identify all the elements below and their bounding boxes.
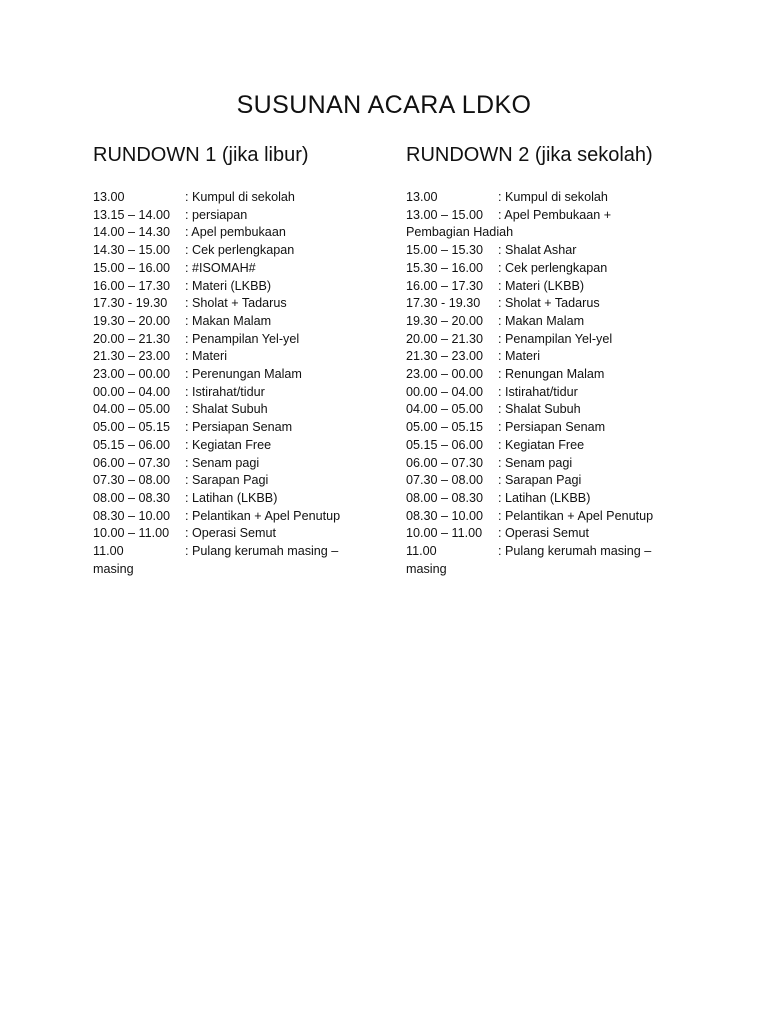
schedule-activity: : Shalat Subuh bbox=[498, 402, 581, 417]
schedule-activity: : Operasi Semut bbox=[185, 526, 276, 541]
schedule-row bbox=[93, 401, 383, 419]
schedule-row bbox=[406, 455, 696, 473]
schedule-activity: : Latihan (LKBB) bbox=[185, 490, 278, 505]
schedule-time: 23.00 – 00.00 bbox=[406, 367, 484, 382]
schedule-activity: : Renungan Malam bbox=[498, 367, 605, 382]
page-title: SUSUNAN ACARA LDKO bbox=[236, 91, 532, 119]
schedule-row bbox=[406, 348, 696, 366]
schedule-time: 06.00 – 07.30 bbox=[93, 455, 171, 470]
rundown-2-list bbox=[406, 189, 696, 578]
schedule-time: 07.30 – 08.00 bbox=[406, 473, 484, 488]
schedule-time: 20.00 – 21.30 bbox=[93, 331, 171, 346]
schedule-row bbox=[406, 366, 696, 384]
schedule-time: 19.30 – 20.00 bbox=[93, 313, 171, 328]
schedule-row bbox=[406, 189, 696, 207]
schedule-activity: : Apel Pembukaan + bbox=[498, 207, 612, 222]
schedule-activity: : #ISOMAH# bbox=[185, 260, 256, 275]
schedule-time: 15.00 – 16.00 bbox=[93, 260, 171, 275]
schedule-activity-continuation: masing bbox=[406, 561, 447, 576]
schedule-activity: : Senam pagi bbox=[498, 455, 573, 470]
schedule-time: 08.00 – 08.30 bbox=[406, 490, 484, 505]
schedule-time: 10.00 – 11.00 bbox=[406, 526, 483, 541]
schedule-activity: : Pelantikan + Apel Penutup bbox=[498, 508, 654, 523]
schedule-activity: : Materi (LKBB) bbox=[498, 278, 585, 293]
rundown-1-column bbox=[93, 144, 383, 578]
schedule-activity: : Penampilan Yel-yel bbox=[498, 331, 613, 346]
schedule-time: 17.30 - 19.30 bbox=[406, 296, 481, 311]
schedule-row bbox=[93, 313, 383, 331]
schedule-time: 13.00 bbox=[93, 190, 125, 204]
schedule-time: 08.00 – 08.30 bbox=[93, 490, 171, 505]
schedule-row bbox=[93, 295, 383, 313]
schedule-activity: : Sarapan Pagi bbox=[185, 473, 269, 488]
schedule-time: 08.30 – 10.00 bbox=[93, 508, 171, 523]
schedule-time: 19.30 – 20.00 bbox=[406, 313, 484, 328]
schedule-row bbox=[406, 295, 696, 313]
schedule-activity: : Kumpul di sekolah bbox=[185, 190, 295, 204]
schedule-activity: : Shalat Ashar bbox=[498, 243, 577, 258]
schedule-time: 20.00 – 21.30 bbox=[406, 331, 484, 346]
schedule-activity: : Perenungan Malam bbox=[185, 367, 302, 382]
schedule-activity: : Kegiatan Free bbox=[498, 437, 585, 452]
schedule-row bbox=[93, 260, 383, 278]
schedule-time: 21.30 – 23.00 bbox=[93, 349, 171, 364]
schedule-row bbox=[93, 366, 383, 384]
schedule-activity: : Cek perlengkapan bbox=[185, 243, 295, 258]
schedule-activity: : Materi bbox=[498, 349, 540, 364]
schedule-row bbox=[406, 472, 696, 490]
schedule-row bbox=[93, 331, 383, 349]
schedule-row bbox=[93, 384, 383, 402]
schedule-activity: : Cek perlengkapan bbox=[498, 260, 608, 275]
schedule-time: 13.15 – 14.00 bbox=[93, 207, 171, 222]
schedule-time: 05.15 – 06.00 bbox=[406, 437, 484, 452]
schedule-activity: : Senam pagi bbox=[185, 455, 260, 470]
schedule-activity: : Materi bbox=[185, 349, 227, 364]
schedule-time: 17.30 - 19.30 bbox=[93, 296, 168, 311]
schedule-time: 11.00 bbox=[93, 544, 124, 559]
schedule-row bbox=[93, 242, 383, 260]
schedule-activity: : Pulang kerumah masing – bbox=[498, 544, 652, 559]
schedule-time: 04.00 – 05.00 bbox=[406, 402, 484, 417]
schedule-activity: : Penampilan Yel-yel bbox=[185, 331, 300, 346]
schedule-activity: : Pulang kerumah masing – bbox=[185, 544, 339, 559]
schedule-activity: : Pelantikan + Apel Penutup bbox=[185, 508, 341, 523]
schedule-activity: : Sholat + Tadarus bbox=[498, 296, 600, 311]
schedule-row bbox=[406, 419, 696, 437]
schedule-time: 23.00 – 00.00 bbox=[93, 367, 171, 382]
schedule-activity: : Sarapan Pagi bbox=[498, 473, 582, 488]
schedule-row bbox=[93, 525, 383, 543]
schedule-time: 05.00 – 05.15 bbox=[406, 420, 484, 435]
schedule-row bbox=[406, 242, 696, 260]
schedule-row bbox=[93, 490, 383, 508]
schedule-row bbox=[93, 437, 383, 455]
schedule-row bbox=[406, 525, 696, 543]
schedule-activity: : persiapan bbox=[185, 207, 248, 222]
schedule-activity: : Kumpul di sekolah bbox=[498, 190, 608, 204]
schedule-row bbox=[406, 543, 696, 578]
rundown-1-list bbox=[93, 189, 383, 578]
schedule-time: 13.00 – 15.00 bbox=[406, 207, 484, 222]
schedule-activity: : Istirahat/tidur bbox=[185, 384, 265, 399]
schedule-activity: : Latihan (LKBB) bbox=[498, 490, 591, 505]
schedule-activity-continuation: masing bbox=[93, 561, 134, 576]
schedule-time: 08.30 – 10.00 bbox=[406, 508, 484, 523]
schedule-activity: : Sholat + Tadarus bbox=[185, 296, 287, 311]
schedule-row bbox=[406, 278, 696, 296]
rundown-2-column bbox=[406, 144, 696, 578]
rundown-2-heading: RUNDOWN 2 (jika sekolah) bbox=[406, 144, 653, 166]
schedule-time: 15.30 – 16.00 bbox=[406, 260, 484, 275]
schedule-row bbox=[406, 331, 696, 349]
schedule-time: 07.30 – 08.00 bbox=[93, 473, 171, 488]
schedule-row bbox=[406, 384, 696, 402]
schedule-row bbox=[93, 543, 383, 578]
schedule-row bbox=[406, 260, 696, 278]
rundown-1-heading: RUNDOWN 1 (jika libur) bbox=[93, 144, 309, 166]
schedule-row bbox=[406, 313, 696, 331]
schedule-row bbox=[93, 472, 383, 490]
schedule-time: 15.00 – 15.30 bbox=[406, 243, 484, 258]
schedule-row bbox=[93, 419, 383, 437]
schedule-time: 00.00 – 04.00 bbox=[93, 384, 171, 399]
schedule-row bbox=[93, 508, 383, 526]
schedule-time: 04.00 – 05.00 bbox=[93, 402, 171, 417]
schedule-row bbox=[406, 437, 696, 455]
schedule-time: 14.00 – 14.30 bbox=[93, 225, 171, 240]
schedule-activity: : Shalat Subuh bbox=[185, 402, 268, 417]
schedule-time: 16.00 – 17.30 bbox=[93, 278, 171, 293]
schedule-time: 05.00 – 05.15 bbox=[93, 420, 171, 435]
schedule-time: 06.00 – 07.30 bbox=[406, 455, 484, 470]
schedule-time: 21.30 – 23.00 bbox=[406, 349, 484, 364]
schedule-row bbox=[93, 189, 383, 207]
schedule-time: 14.30 – 15.00 bbox=[93, 243, 171, 258]
schedule-row bbox=[93, 455, 383, 473]
schedule-time: 00.00 – 04.00 bbox=[406, 384, 484, 399]
schedule-row bbox=[406, 490, 696, 508]
schedule-activity: : Apel pembukaan bbox=[185, 225, 286, 240]
schedule-row bbox=[93, 224, 383, 242]
schedule-row bbox=[93, 278, 383, 296]
schedule-activity: : Makan Malam bbox=[498, 313, 585, 328]
schedule-time: 13.00 bbox=[406, 190, 438, 204]
schedule-activity: : Persiapan Senam bbox=[185, 420, 293, 435]
schedule-activity: : Persiapan Senam bbox=[498, 420, 606, 435]
schedule-time: 11.00 bbox=[406, 544, 437, 559]
schedule-activity: : Materi (LKBB) bbox=[185, 278, 272, 293]
schedule-time: 05.15 – 06.00 bbox=[93, 437, 171, 452]
schedule-row bbox=[406, 508, 696, 526]
schedule-activity-continuation: Pembagian Hadiah bbox=[406, 225, 514, 240]
schedule-time: 16.00 – 17.30 bbox=[406, 278, 484, 293]
schedule-row bbox=[93, 348, 383, 366]
schedule-activity: : Istirahat/tidur bbox=[498, 384, 578, 399]
schedule-row bbox=[406, 207, 696, 242]
schedule-row bbox=[93, 207, 383, 225]
schedule-activity: : Kegiatan Free bbox=[185, 437, 272, 452]
schedule-row bbox=[406, 401, 696, 419]
schedule-time: 10.00 – 11.00 bbox=[93, 526, 170, 541]
schedule-activity: : Operasi Semut bbox=[498, 526, 589, 541]
schedule-activity: : Makan Malam bbox=[185, 313, 272, 328]
